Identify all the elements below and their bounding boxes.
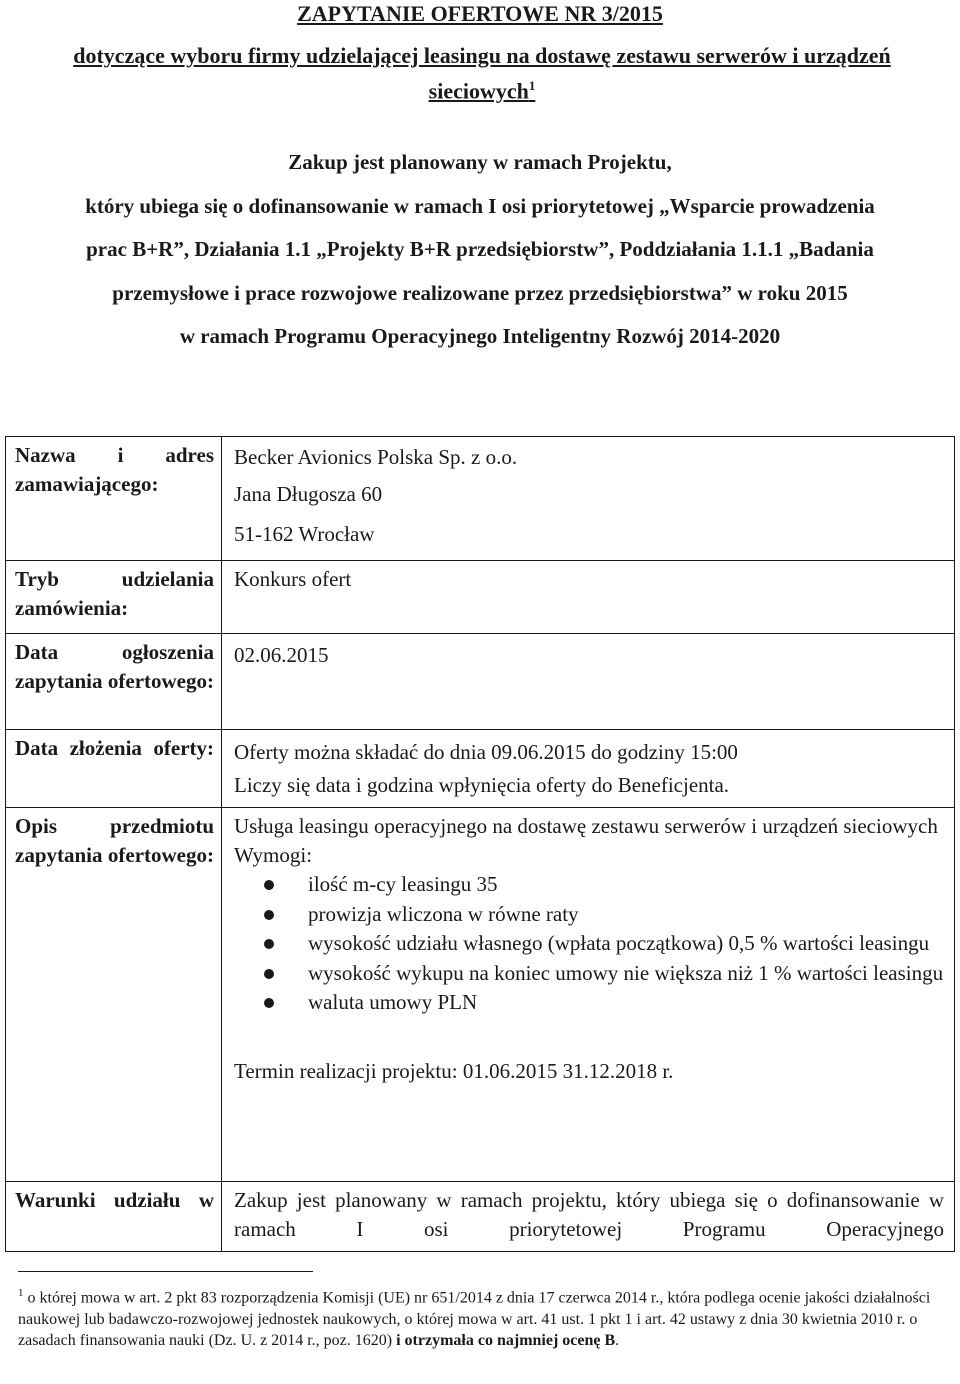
requirement-text: ilość m-cy leasingu 35 xyxy=(308,872,498,896)
table-row xyxy=(6,561,955,634)
list-item xyxy=(308,870,944,900)
bullet-icon xyxy=(264,998,274,1008)
requirements-heading: Wymogi: xyxy=(234,843,313,867)
footnote-ref: 1 xyxy=(528,78,536,93)
bullet-icon xyxy=(264,880,274,890)
submission-deadline: Oferty można składać do dnia 09.06.2015 do godziny 15:00 xyxy=(234,740,738,764)
ordering-party-label: Nazwa i adres zamawiającego: xyxy=(6,437,222,561)
table-row xyxy=(6,437,955,561)
conditions-label: Warunki udziału w xyxy=(6,1182,222,1252)
project-term: Termin realizacji projektu: 01.06.2015 31.12.2018 r. xyxy=(234,1058,674,1083)
table-row xyxy=(6,730,955,808)
ordering-party-street: Jana Długosza 60 xyxy=(234,482,383,506)
footnote-end: . xyxy=(615,1332,620,1350)
subject-description: Usługa leasingu operacyjnego na dostawę zestawu serwerów i urządzeń sieciowych xyxy=(234,814,938,838)
intro-line: w ramach Programu Operacyjnego Inteligentny Rozwój 2014-2020 xyxy=(179,324,781,348)
table-row xyxy=(6,634,955,730)
intro-line: prac B+R”, Działania 1.1 „Projekty B+R przedsiębiorstw”, Poddziałania 1.1.1 „Badania xyxy=(86,237,874,261)
ordering-party-name: Becker Avionics Polska Sp. z o.o. xyxy=(234,445,518,469)
procedure-text: Konkurs ofert xyxy=(234,567,352,591)
announcement-date-text: 02.06.2015 xyxy=(234,643,329,667)
submission-note: Liczy się data i godzina wpłynięcia oferty do Beneficjenta. xyxy=(234,773,730,797)
bullet-icon xyxy=(264,969,274,979)
requirements-list xyxy=(234,870,944,1018)
footnote-bold-text: i otrzymała co najmniej ocenę B xyxy=(396,1332,616,1350)
submission-date-label: Data złożenia oferty: xyxy=(6,730,222,808)
intro-line: Zakup jest planowany w ramach Projektu, xyxy=(288,150,672,174)
bullet-icon xyxy=(264,939,274,949)
subject-label: Opis przedmiotu zapytania ofertowego: xyxy=(6,808,222,1182)
list-item xyxy=(308,900,944,930)
requirement-text: wysokość udziału własnego (wpłata początkowa) 0,5 % wartości leasingu xyxy=(308,931,930,955)
conditions-text: Zakup jest planowany w ramach projektu, który ubiega się o dofinansowanie w ramach I osi priorytetowej Programu Operacyjnego xyxy=(234,1188,944,1241)
ordering-party-city: 51-162 Wrocław xyxy=(234,522,375,546)
footnote-separator xyxy=(18,1271,313,1272)
requirement-text: wysokość wykupu na koniec umowy nie większa niż 1 % wartości leasingu xyxy=(308,960,944,985)
footnote xyxy=(18,1283,948,1352)
footnote-text: o której mowa w art. 2 pkt 83 rozporządzenia Komisji (UE) nr 651/2014 z dnia 17 czerwca 2014 r., która podlega ocenie jakości działalności naukowej lub badawczo-rozwojowej jednostek naukowych, o której mowa w art. 41 ust. 1 pkt 1 i art. 42 ustawy z dnia 30 kwietnia 2010 r. o zasadach finansowania nauki (Dz. U. z 2014 r., poz. 1620) xyxy=(18,1289,931,1350)
procedure-label: Tryb udzielania zamówienia: xyxy=(6,561,222,634)
offer-details-table xyxy=(5,436,955,1252)
announcement-date-label: Data ogłoszenia zapytania ofertowego: xyxy=(6,634,222,730)
requirement-text: waluta umowy PLN xyxy=(308,990,478,1014)
ordering-party-value xyxy=(222,437,955,561)
conditions-value xyxy=(222,1182,955,1252)
table-row xyxy=(6,808,955,1182)
footnote-number: 1 xyxy=(18,1287,24,1299)
intro-line: który ubiega się o dofinansowanie w ramach I osi priorytetowej „Wsparcie prowadzenia xyxy=(85,193,875,218)
table-row xyxy=(6,1182,955,1252)
bullet-icon xyxy=(264,910,274,920)
list-item xyxy=(308,988,944,1018)
list-item xyxy=(308,929,944,959)
document-title: ZAPYTANIE OFERTOWE NR 3/2015 xyxy=(297,1,663,26)
intro-paragraph xyxy=(0,141,960,359)
intro-line: przemysłowe i prace rozwojowe realizowane przez przedsiębiorstwa” w roku 2015 xyxy=(112,280,848,305)
requirement-text: prowizja wliczona w równe raty xyxy=(308,901,579,926)
list-item xyxy=(308,959,944,989)
submission-date-value xyxy=(222,730,955,808)
document-subtitle xyxy=(22,41,942,106)
subject-value xyxy=(222,808,955,1182)
announcement-date-value xyxy=(222,634,955,730)
procedure-value xyxy=(222,561,955,634)
subtitle-text: dotyczące wyboru firmy udzielającej leasingu na dostawę zestawu serwerów i urządzeń sieciowych xyxy=(73,43,891,104)
